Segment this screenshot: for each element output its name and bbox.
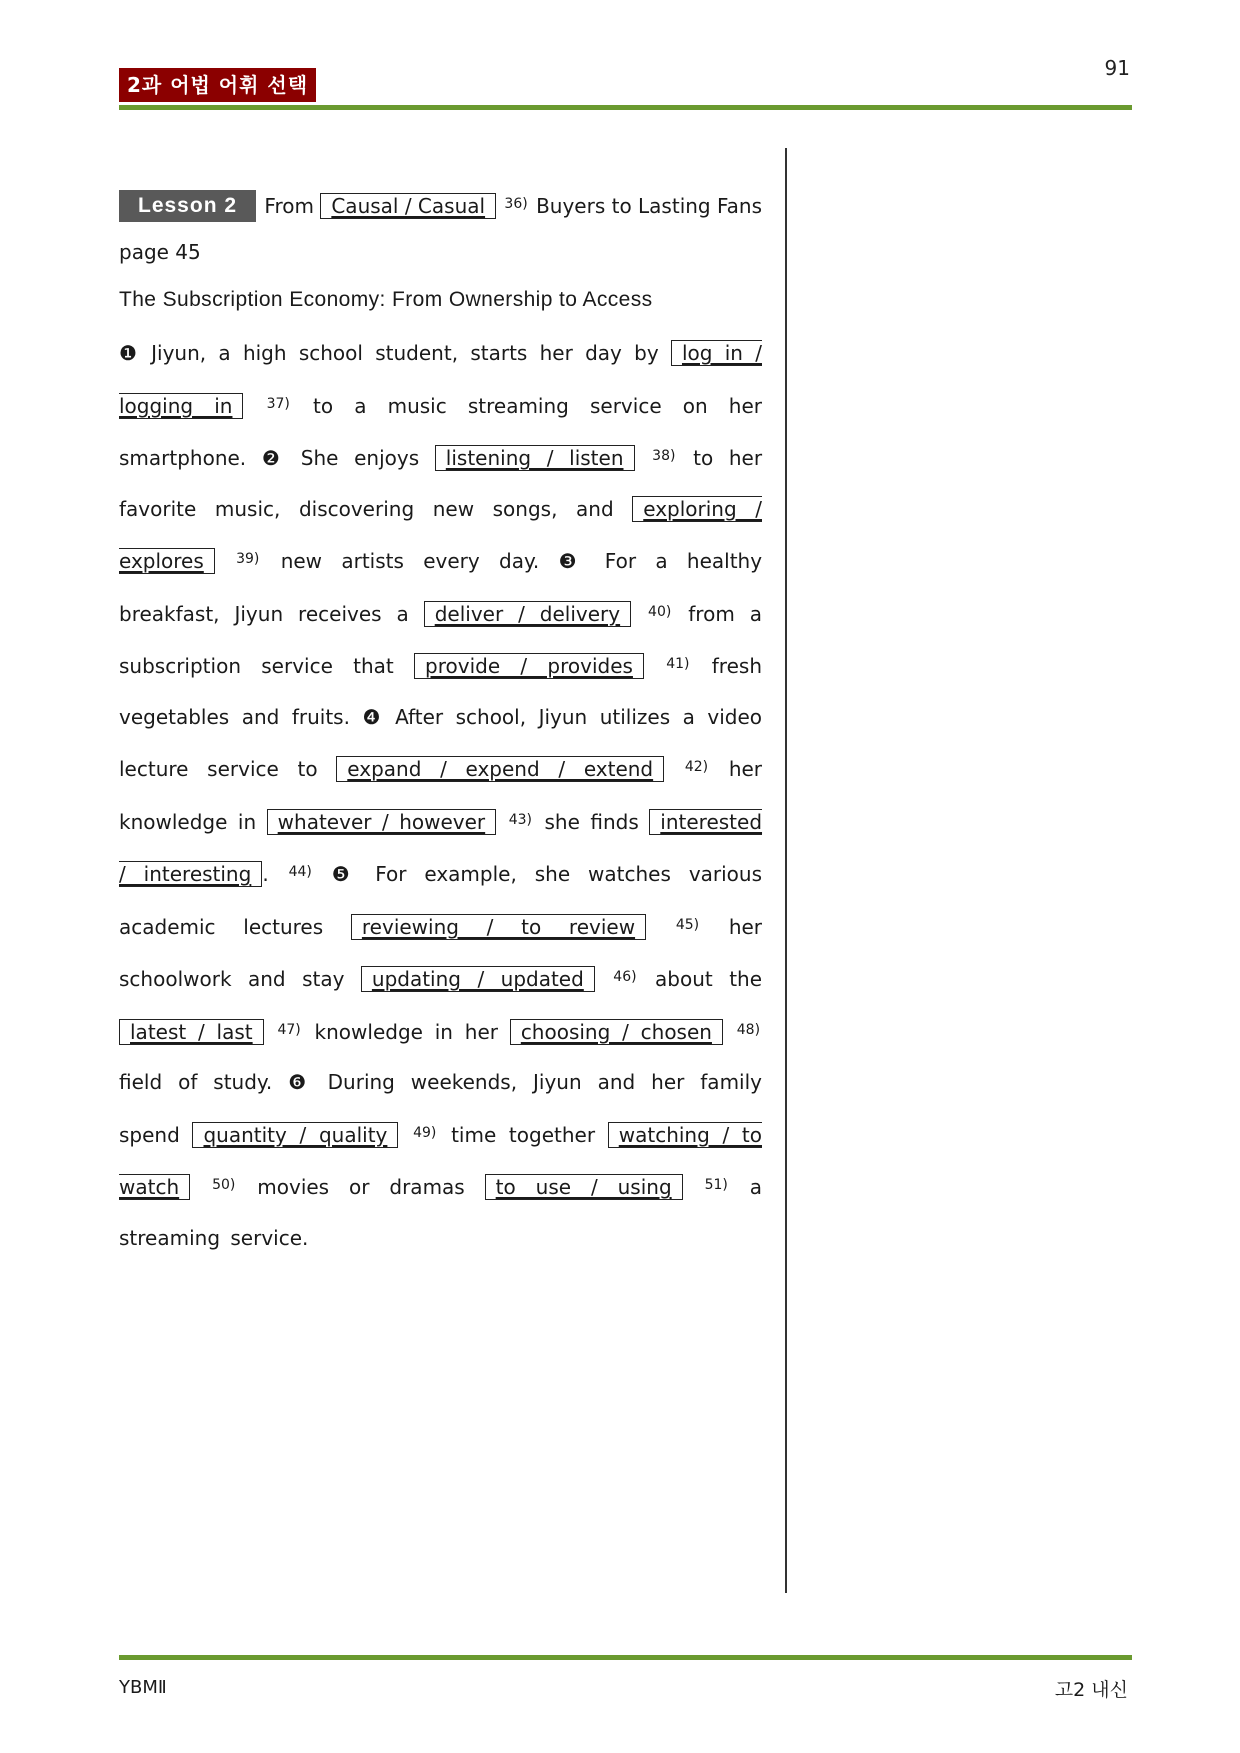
passage-segment: knowledge in her [314,1019,498,1044]
choice-49: quantity / quality [192,1122,398,1148]
sentence-marker-5: ❺ [331,862,358,886]
header-rule [119,105,1132,110]
passage-segment: from a subscription service that [119,601,763,678]
passage-text [119,328,762,1263]
sentence-marker-4: ❹ [362,704,383,729]
page-reference: page 45 [119,240,201,264]
choice-50: watching / to watch [119,1122,762,1199]
sentence-marker-6: ❻ [288,1070,312,1094]
choice-47: latest / last [119,1019,264,1045]
passage-segment: her schoolwork and stay [119,914,763,991]
passage-segment: For example, she watches various academic lectures [119,862,763,939]
passage-segment: to a music streaming service on her smartphone. [119,393,762,470]
column-divider [785,148,787,1593]
passage-subtitle: The Subscription Economy: From Ownership to Access [119,288,653,311]
question-number-43: 43) [508,811,532,828]
question-number-48: 48) [736,1021,761,1038]
choice-43: whatever / however [267,809,497,835]
chapter-label: 2과 어법 어휘 선택 [119,68,316,102]
choice-46: updating / updated [361,966,595,992]
question-number-39: 39) [236,551,260,567]
question-number-51: 51) [704,1177,728,1193]
question-number-40: 40) [648,603,672,620]
question-number-36: 36) [504,196,528,212]
lesson-content [119,186,762,1263]
passage-segment: During weekends, Jiyun and her family spend [119,1070,762,1147]
passage-segment: field of study. [119,1070,273,1094]
passage-segment: to her favorite music, discovering new songs, and [119,446,763,521]
lesson-title-line [119,186,762,226]
question-number-49: 49) [413,1124,437,1141]
passage-segment: time together [451,1122,596,1147]
question-number-38: 38) [652,448,676,464]
passage-segment: After school, Jiyun utilizes a video lecture service to [119,704,763,781]
passage-segment: She enjoys [300,446,420,470]
choice-45: reviewing / to review [351,914,646,940]
footer-grade: 고2 내신 [1054,1679,1128,1701]
choice-41: provide / provides [414,653,644,679]
passage-segment: she finds [544,809,639,834]
page-number: 91 [1104,56,1130,80]
passage-segment: For a healthy breakfast, Jiyun receives a [119,549,763,626]
lesson-title [256,194,762,218]
choice-39: exploring / explores [119,496,762,573]
passage-segment: about the [655,967,763,991]
question-number-50: 50) [212,1177,236,1193]
question-number-41: 41) [666,656,690,672]
footer-publisher: YBMⅡ [119,1677,167,1698]
question-number-46: 46) [613,969,637,985]
sentence-marker-3: ❸ [558,549,586,573]
choice-51: to use / using [485,1174,683,1200]
passage-segment: her knowledge in [119,757,763,834]
lesson-title-tail: Buyers to Lasting Fans [536,194,762,218]
choice-40: deliver / delivery [424,601,631,627]
passage-segment: movies or dramas [257,1175,465,1199]
choice-44: interested / interesting [119,809,763,886]
choice-48: choosing / chosen [510,1019,723,1045]
passage-segment: a streaming service. [119,1175,763,1250]
passage-segment: fresh vegetables and fruits. [119,654,762,729]
lesson-title-from: From [264,194,314,218]
question-number-37: 37) [266,395,290,412]
choice-38: listening / listen [435,445,635,471]
question-number-47: 47) [277,1021,301,1038]
passage-segment: Jiyun, a high school student, starts her day by [151,341,659,365]
lesson-badge: Lesson 2 [119,190,256,222]
question-number-42: 42) [684,759,709,775]
question-number-45: 45) [675,916,700,933]
choice-37: log in / logging in [119,341,762,418]
passage-segment: new artists every day. [280,549,540,573]
question-number-44: 44) [288,864,312,880]
footer-rule [119,1655,1132,1660]
choice-36: Causal / Casual [320,193,496,219]
passage-period: . [262,862,269,886]
sentence-marker-1: ❶ [119,341,139,365]
sentence-marker-2: ❷ [261,446,286,470]
choice-42: expand / expend / extend [336,756,664,782]
